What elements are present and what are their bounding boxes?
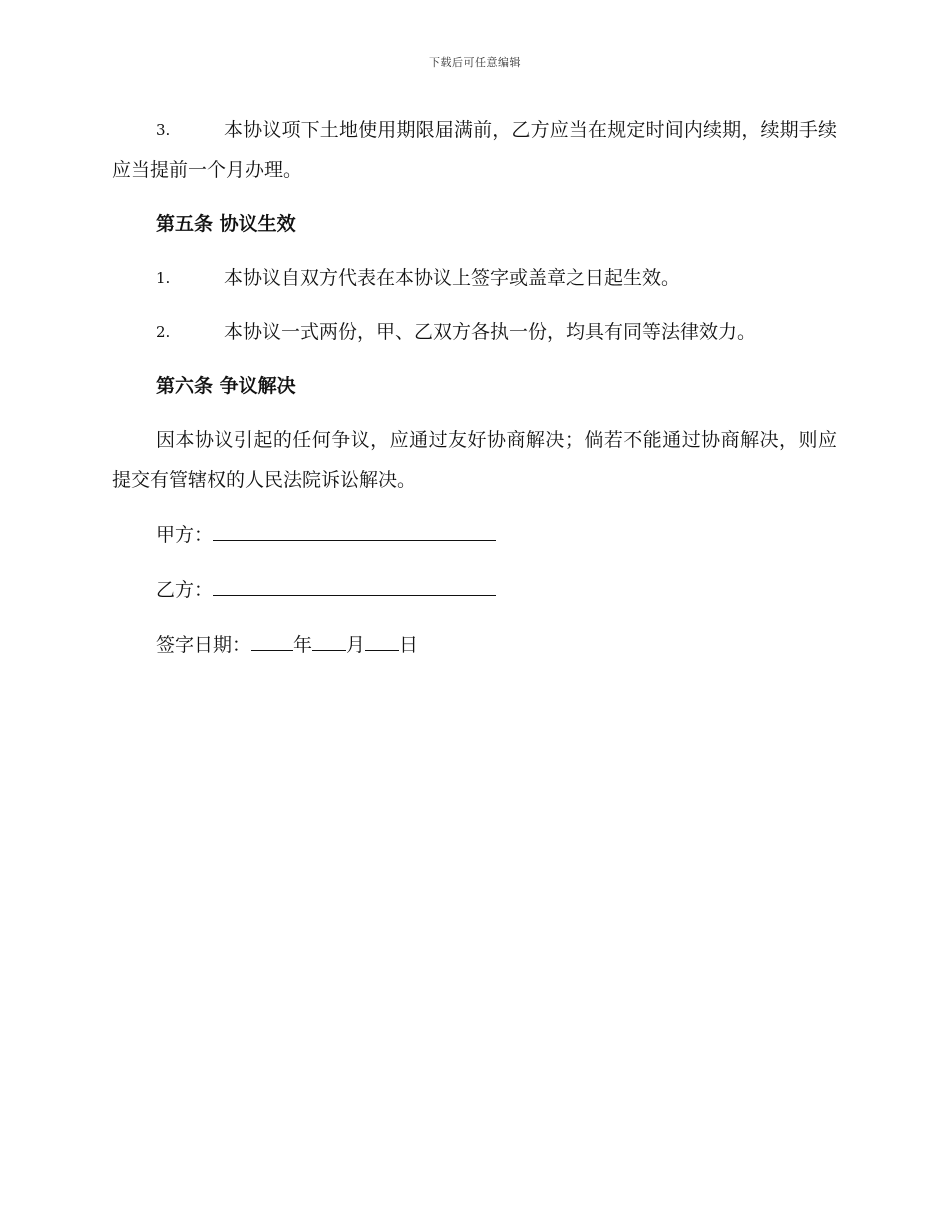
page-header-note: 下载后可任意编辑	[429, 56, 521, 69]
month-blank[interactable]	[312, 624, 346, 651]
year-blank[interactable]	[251, 624, 293, 651]
party-a-label: 甲方：	[156, 524, 214, 546]
document-body	[112, 110, 837, 679]
article-5-title: 第五条 协议生效	[156, 213, 296, 235]
party-a-signature-line	[112, 514, 837, 555]
party-b-signature-line	[112, 569, 837, 610]
clause-3-number: 3.	[156, 121, 171, 139]
signing-date-line	[112, 624, 837, 665]
article-5-item-1-text: 本协议自双方代表在本协议上签字或盖章之日起生效。	[224, 267, 681, 289]
day-blank[interactable]	[365, 624, 399, 651]
month-label: 月	[346, 634, 366, 656]
article-5-item-1-number: 1.	[156, 269, 171, 287]
article-5-item-2	[112, 312, 837, 352]
party-a-signature-blank[interactable]	[213, 514, 496, 541]
date-label: 签字日期：	[156, 634, 252, 656]
year-label: 年	[293, 634, 313, 656]
party-b-signature-blank[interactable]	[213, 569, 496, 596]
article-5-item-2-text: 本协议一式两份，甲、乙双方各执一份，均具有同等法律效力。	[224, 321, 757, 343]
article-5-item-2-number: 2.	[156, 323, 171, 341]
party-b-label: 乙方：	[156, 579, 214, 601]
article-5-item-1	[112, 258, 837, 298]
day-label: 日	[399, 634, 419, 656]
article-6-text: 因本协议引起的任何争议，应通过友好协商解决；倘若不能通过协商解决，则应提交有管辖权的人民法院诉讼解决。	[112, 429, 837, 491]
clause-3-text: 本协议项下土地使用期限届满前，乙方应当在规定时间内续期，续期手续应当提前一个月办理。	[112, 119, 837, 181]
clause-3	[112, 110, 837, 190]
article-6-title: 第六条 争议解决	[156, 375, 296, 397]
